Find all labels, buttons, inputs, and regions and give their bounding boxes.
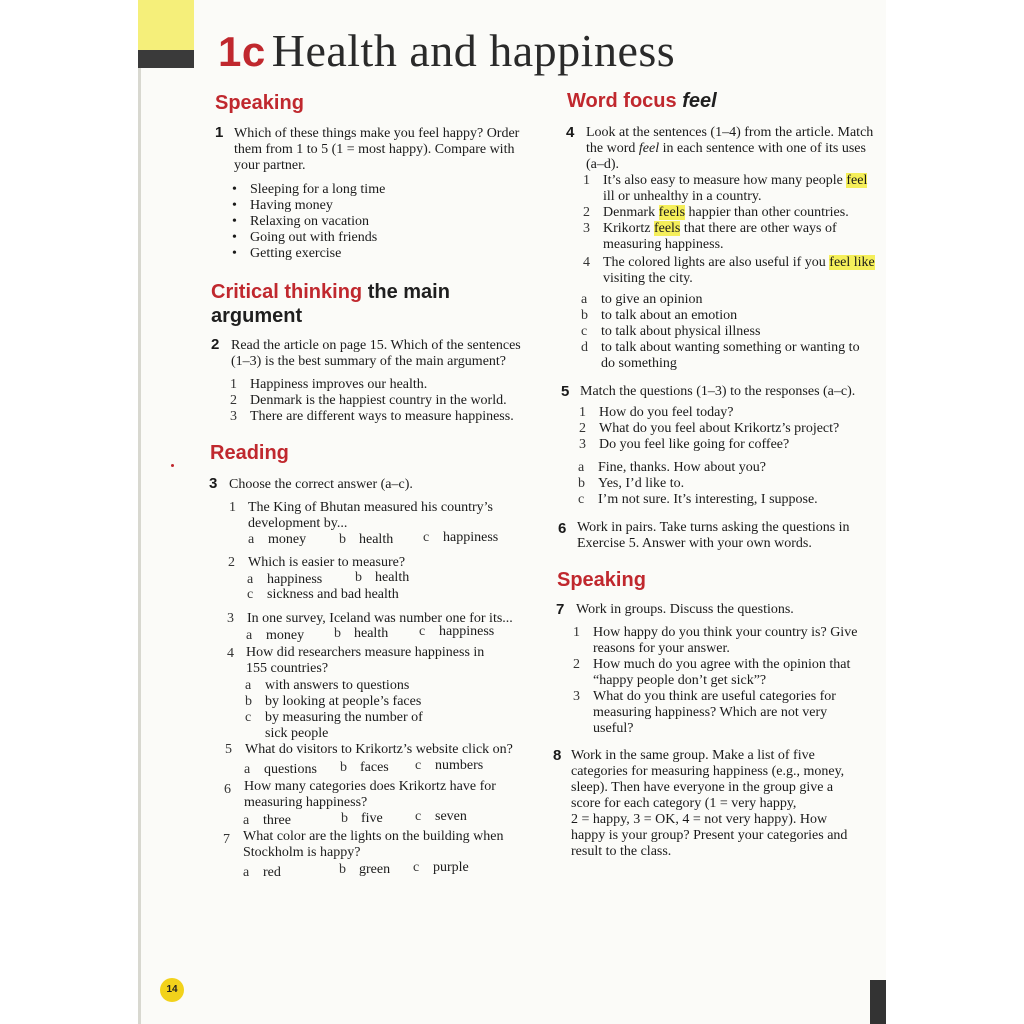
option-letter: c — [247, 587, 254, 602]
answer-option-a — [248, 532, 306, 548]
heading-italic-word: feel — [682, 90, 717, 112]
option-letter: c — [419, 624, 426, 639]
numbered-list — [230, 377, 514, 425]
highlighted-word: feels — [658, 205, 686, 220]
page-title — [218, 24, 675, 77]
option-letter: b — [341, 811, 348, 826]
sentence-text: Denmark — [603, 205, 656, 220]
item-number: 2 — [583, 205, 590, 220]
prompt-line: Read the article on page 15. Which of the sentences — [231, 338, 521, 353]
option-letter: c — [413, 860, 420, 875]
option-letter: b — [339, 532, 346, 547]
item-letter: a — [578, 460, 585, 475]
item-text: useful? — [593, 721, 634, 736]
prompt-line: (a–d). — [586, 157, 620, 172]
prompt-line: categories for measuring happiness (e.g., money, — [571, 764, 845, 779]
list-item — [578, 492, 818, 508]
item-number: 2 — [573, 657, 580, 672]
item-text: do something — [601, 356, 677, 371]
use-item — [581, 308, 860, 324]
quiz-question — [227, 646, 247, 662]
answer-option-a — [243, 813, 291, 829]
prompt-line: Exercise 5. Answer with your own words. — [577, 536, 812, 551]
option-text: happiness — [267, 572, 323, 587]
item-text: to talk about an emotion — [601, 308, 738, 323]
highlighted-word: feel like — [829, 255, 875, 270]
list-item — [578, 460, 818, 476]
sentence-text: ill or unhealthy in a country. — [603, 189, 762, 204]
option-text: faces — [360, 760, 389, 775]
option-letter: a — [244, 762, 251, 777]
list-item — [573, 657, 857, 673]
option-text: green — [359, 862, 391, 877]
option-letter: c — [415, 758, 422, 773]
exercise-prompt — [586, 125, 876, 173]
use-item — [581, 292, 860, 308]
question-number: 4 — [227, 646, 234, 661]
list-item — [573, 625, 857, 641]
item-number: 2 — [230, 393, 237, 408]
quiz-question — [224, 782, 244, 798]
question-line: How many categories does Krikortz have for — [244, 779, 496, 794]
question-number: 6 — [224, 782, 231, 797]
option-text: money — [266, 628, 305, 643]
reading-heading: Reading — [210, 442, 289, 464]
option-text: with answers to questions — [265, 678, 410, 693]
question-text — [248, 500, 493, 532]
option-text: questions — [264, 762, 317, 777]
question-line: What color are the lights on the building when — [243, 829, 504, 844]
prompt-line: Look at the sentences (1–4) from the article. Match — [586, 125, 874, 140]
prompt-line: result to the class. — [571, 844, 672, 859]
item-number: 2 — [579, 421, 586, 436]
exercise-prompt: Match the questions (1–3) to the responses (a–c). — [580, 384, 856, 399]
heading-red-part: Word focus — [567, 90, 677, 112]
item-text: to give an opinion — [601, 292, 703, 307]
option-text: happiness — [443, 530, 499, 545]
option-letter: c — [423, 530, 430, 545]
option-text: numbers — [435, 758, 484, 773]
page-edge-shadow — [870, 980, 886, 1024]
prompt-line: (1–3) is the best summary of the main argument? — [231, 354, 507, 369]
exercise-number: 4 — [566, 124, 575, 141]
answer-option-b — [340, 760, 389, 776]
sentence-item — [583, 173, 873, 189]
option-letter: c — [245, 710, 252, 725]
item-number: 3 — [579, 437, 586, 452]
item-text: I’m not sure. It’s interesting, I suppose. — [598, 492, 818, 507]
option-letter: a — [245, 678, 252, 693]
exercise-prompt: Choose the correct answer (a–c). — [229, 477, 413, 492]
sentence-text: visiting the city. — [603, 271, 693, 286]
item-text: What do you think are useful categories for — [593, 689, 836, 704]
option-letter: a — [243, 813, 250, 828]
exercise-number: 1 — [215, 124, 224, 141]
item-letter: d — [581, 340, 588, 355]
prompt-line: Work in the same group. Make a list of five — [571, 748, 815, 763]
list-item — [579, 421, 839, 437]
lesson-title: Health and happiness — [271, 25, 676, 76]
exercise-prompt — [234, 126, 554, 174]
item-letter: a — [581, 292, 588, 307]
answer-option-c — [415, 758, 483, 774]
prompt-text: in each sentence with one of its uses — [662, 141, 866, 156]
option-text: three — [263, 813, 291, 828]
background-margin — [886, 0, 1024, 1024]
list-item — [579, 437, 839, 453]
exercise-prompt — [231, 338, 551, 370]
item-text: Happiness improves our health. — [250, 377, 428, 392]
answer-option-c — [245, 710, 423, 726]
question-number: 3 — [227, 611, 234, 626]
option-letter: b — [245, 694, 252, 709]
item-text: measuring happiness? Which are not very — [593, 705, 828, 720]
sentence-text: Krikortz — [603, 221, 651, 236]
option-text: money — [268, 532, 307, 547]
sentence-text: happier than other countries. — [688, 205, 849, 220]
answer-option-b — [334, 626, 388, 642]
item-number: 1 — [579, 405, 586, 420]
item-letter: c — [578, 492, 585, 507]
exercise-number: 8 — [553, 747, 562, 764]
list-item — [578, 476, 818, 492]
option-letter: b — [355, 570, 362, 585]
item-text: reasons for your answer. — [593, 641, 730, 656]
speaking-heading: Speaking — [215, 92, 304, 114]
sentence-text: It’s also easy to measure how many people — [603, 173, 843, 188]
item-number: 4 — [583, 255, 590, 270]
lesson-number: 1c — [218, 28, 266, 75]
highlighted-word: feel — [846, 173, 868, 188]
critical-thinking-heading — [211, 280, 450, 328]
sentence-item — [583, 255, 873, 271]
question-line: How did researchers measure happiness in — [246, 645, 485, 660]
item-text: There are different ways to measure happiness. — [250, 409, 514, 424]
sentence-text: that there are other ways of — [683, 221, 837, 236]
prompt-line: sleep). Then have everyone in the group give a — [571, 780, 834, 795]
item-text: How do you feel today? — [599, 405, 734, 420]
use-item — [581, 324, 860, 340]
answer-option-b — [245, 694, 421, 710]
prompt-line: Which of these things make you feel happy? Order — [234, 126, 520, 141]
question-line: development by... — [248, 516, 348, 531]
heading-line2: argument — [211, 305, 303, 327]
question-line: In one survey, Iceland was number one for its... — [247, 611, 513, 626]
question-line: Stockholm is happy? — [243, 845, 361, 860]
print-speck — [171, 464, 174, 467]
numbered-list — [573, 625, 857, 737]
option-text: red — [263, 865, 281, 880]
prompt-text: the word — [586, 141, 636, 156]
prompt-line: 2 = happy, 3 = OK, 4 = not very happy). How — [571, 812, 828, 827]
option-letter: a — [248, 532, 255, 547]
item-text: What do you feel about Krikortz’s project? — [599, 421, 840, 436]
question-number: 5 — [225, 742, 232, 757]
exercise-prompt: Work in groups. Discuss the questions. — [576, 602, 794, 617]
answer-option-b — [339, 532, 393, 548]
exercise-prompt — [571, 748, 871, 860]
exercise-number: 5 — [561, 383, 570, 400]
quiz-question — [229, 500, 249, 516]
uses-list — [581, 292, 860, 372]
option-text: purple — [433, 860, 469, 875]
option-text: by looking at people’s faces — [265, 694, 422, 709]
item-text: “happy people don’t get sick”? — [593, 673, 767, 688]
answer-option-c — [415, 809, 467, 825]
item-number: 3 — [573, 689, 580, 704]
answer-option-a — [247, 572, 322, 588]
option-letter: b — [340, 760, 347, 775]
item-text: How much do you agree with the opinion that — [593, 657, 851, 672]
list-item — [573, 689, 857, 705]
item-number: 3 — [583, 221, 590, 236]
heading-rest-part: the main — [367, 281, 450, 303]
sentence-item — [583, 205, 873, 221]
option-text: health — [375, 570, 410, 585]
exercise-number: 3 — [209, 475, 218, 492]
question-line: What do visitors to Krikortz’s website click on? — [245, 742, 513, 757]
question-text — [246, 645, 484, 677]
question-number: 1 — [229, 500, 236, 515]
word-focus-heading — [567, 89, 717, 113]
prompt-line: them from 1 to 5 (1 = most happy). Compare with — [234, 142, 515, 157]
question-line: measuring happiness? — [244, 795, 368, 810]
quiz-question — [225, 742, 513, 758]
answer-option-c — [247, 587, 399, 603]
list-item: • Going out with friends — [250, 230, 385, 246]
option-letter: b — [339, 862, 346, 877]
sentence-item — [583, 221, 873, 237]
bullet-list — [250, 182, 385, 262]
item-letter: b — [578, 476, 585, 491]
option-letter: a — [243, 865, 250, 880]
item-text: Yes, I’d like to. — [598, 476, 685, 491]
exercise-prompt — [577, 520, 850, 552]
item-number: 3 — [230, 409, 237, 424]
list-item: • Having money — [250, 198, 385, 214]
item-text: Denmark is the happiest country in the world. — [250, 393, 507, 408]
question-line: 155 countries? — [246, 661, 329, 676]
item-number: 1 — [583, 173, 590, 188]
option-letter: a — [247, 572, 254, 587]
option-text: five — [361, 811, 383, 826]
answer-option-b — [339, 862, 390, 878]
answer-option-b — [341, 811, 383, 827]
option-text: happiness — [439, 624, 495, 639]
option-letter: b — [334, 626, 341, 641]
quiz-question — [228, 555, 405, 571]
answer-option-a — [243, 865, 281, 881]
answer-option-c — [413, 860, 469, 876]
item-number: 1 — [573, 625, 580, 640]
option-text: health — [359, 532, 394, 547]
sentence-list — [583, 173, 873, 287]
list-item: • Getting exercise — [250, 246, 385, 262]
item-number: 1 — [230, 377, 237, 392]
item-text: How happy do you think your country is? Give — [593, 625, 858, 640]
question-number: 2 — [228, 555, 235, 570]
page-number-badge: 14 — [160, 978, 184, 1002]
option-text: health — [354, 626, 389, 641]
answer-option-a — [244, 762, 317, 778]
sentence-text: measuring happiness. — [603, 237, 724, 252]
option-letter: c — [415, 809, 422, 824]
list-item — [230, 409, 514, 425]
prompt-line: score for each category (1 = very happy, — [571, 796, 797, 811]
answer-option-a — [245, 678, 409, 694]
prompt-line: Work in pairs. Take turns asking the questions in — [577, 520, 850, 535]
question-text — [244, 779, 496, 811]
question-line: Which is easier to measure? — [248, 555, 406, 570]
option-letter: a — [246, 628, 253, 643]
exercise-number: 2 — [211, 336, 220, 353]
questions-list — [579, 405, 839, 453]
page-spine — [138, 68, 141, 1024]
prompt-line: happy is your group? Present your categories and — [571, 828, 848, 843]
question-line: The King of Bhutan measured his country’s — [248, 500, 493, 515]
question-number: 7 — [223, 832, 230, 847]
prompt-line: your partner. — [234, 158, 306, 173]
item-letter: c — [581, 324, 588, 339]
answer-option-c — [419, 624, 494, 640]
chapter-color-tab — [138, 0, 194, 50]
item-text: Do you feel like going for coffee? — [599, 437, 790, 452]
option-text: sickness and bad health — [267, 587, 399, 602]
answer-option-b — [355, 570, 409, 586]
heading-red-part: Critical thinking — [211, 281, 363, 303]
exercise-number: 7 — [556, 601, 565, 618]
option-text: by measuring the number of — [265, 710, 423, 725]
responses-list — [578, 460, 818, 508]
answer-option-a — [246, 628, 304, 644]
speaking-heading: Speaking — [557, 569, 646, 591]
item-text: to talk about wanting something or wanting to — [601, 340, 860, 355]
item-text: Fine, thanks. How about you? — [598, 460, 766, 475]
list-item — [579, 405, 839, 421]
prompt-italic: feel — [638, 141, 660, 156]
list-item — [230, 393, 514, 409]
highlighted-word: feels — [653, 221, 681, 236]
item-text: to talk about physical illness — [601, 324, 761, 339]
option-text: seven — [435, 809, 467, 824]
quiz-question — [223, 832, 243, 848]
sentence-text: The colored lights are also useful if you — [603, 255, 826, 270]
chapter-dark-tab — [138, 50, 194, 68]
use-item — [581, 340, 860, 356]
list-item: • Relaxing on vacation — [250, 214, 385, 230]
exercise-number: 6 — [558, 520, 567, 537]
list-item: • Sleeping for a long time — [250, 182, 385, 198]
item-letter: b — [581, 308, 588, 323]
option-text-continued: sick people — [265, 726, 329, 741]
question-text — [243, 829, 504, 861]
answer-option-c — [423, 530, 498, 546]
list-item — [230, 377, 514, 393]
prompt-line — [586, 141, 876, 157]
